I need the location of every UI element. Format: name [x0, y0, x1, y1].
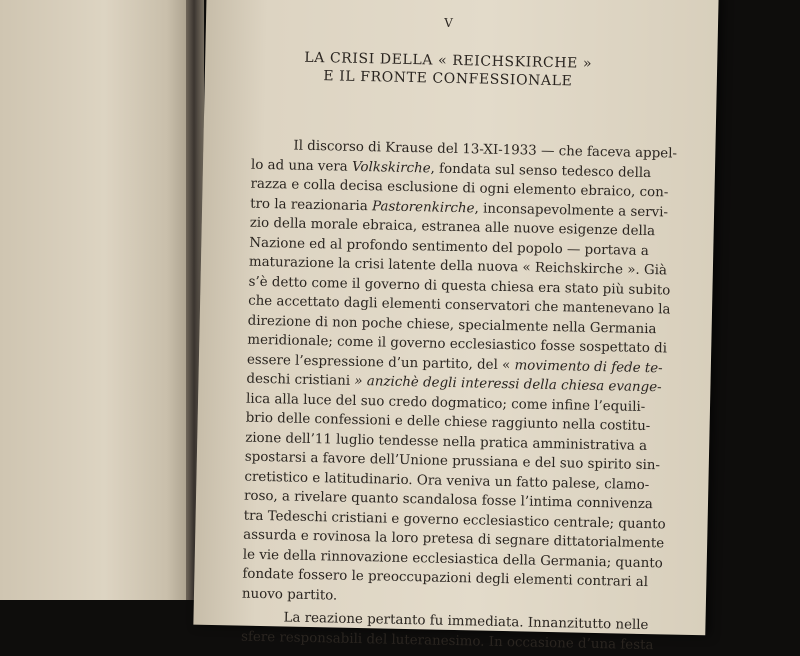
text-segment: zio della morale ebraica, estranea alle nuove esigenze della — [249, 215, 656, 240]
italic-text: » anzichè degli interessi della chiesa evange- — [349, 373, 662, 396]
text-segment: lo ad una vera — [250, 157, 353, 175]
text-segment: direzione di non poche chiese, specialmente nella Germania — [247, 313, 657, 337]
text-segment: La reazione pertanto fu immediata. Innanzitutto nelle — [283, 610, 649, 634]
text-segment: razza e colla decisa esclusione di ogni elemento ebraico, con- — [250, 176, 669, 201]
text-segment: spostarsi a favore dell’Unione prussiana e del suo spirito sin- — [244, 449, 661, 474]
text-segment: zione dell’11 luglio tendesse nella pratica amministrativa a — [245, 430, 648, 454]
text-segment: Il discorso di Krause del 13-XI-1933 — che faceva appel- — [293, 138, 678, 162]
text-segment: , fondata sul senso tedesco della — [430, 160, 652, 181]
text-segment: assurda e rovinosa la loro pretesa di segnare dittatorialmente — [243, 527, 665, 552]
chapter-title-line-2: E IL FRONTE CONFESSIONALE — [323, 68, 573, 90]
text-segment: meridionale; come il governo ecclesiastico fosse sospettato di — [247, 332, 668, 357]
italic-text: Pastorenkirche — [371, 198, 475, 216]
text-segment: s’è detto come il governo di questa chiesa era stato più subito — [248, 274, 671, 298]
text-segment: maturazione la crisi latente della nuova « Reichskirche ». Già — [248, 254, 668, 279]
text-segment: Nazione ed al profondo sentimento del popolo — portava a — [249, 235, 649, 259]
page-content — [240, 12, 678, 655]
text-segment: sfere responsabili del luteranesimo. In occasione d’una festa — [240, 629, 654, 653]
text-segment: fondate fossero le preoccupazioni degli elementi contrari al — [242, 566, 649, 591]
left-page-blank — [0, 0, 190, 600]
text-segment: , inconsapevolmente a servi- — [474, 200, 669, 220]
italic-text: Volkskirche — [351, 159, 431, 176]
text-segment: essere l’espressione d’un partito, del « — [246, 352, 515, 373]
right-page — [193, 0, 718, 653]
text-segment: tro la reazionaria — [250, 196, 373, 214]
text-segment: lica alla luce del suo credo dogmatico; come infine l’equili- — [245, 391, 646, 415]
text-segment: tra Tedeschi cristiani e governo ecclesiastico centrale; quanto — [243, 508, 666, 532]
body-text — [240, 136, 678, 655]
chapter-number: V — [444, 15, 454, 30]
paragraph-1 — [241, 136, 678, 612]
text-segment: cretistico e latitudinario. Ora veniva un fatto palese, clamo- — [244, 469, 650, 493]
italic-text: movimento di fede te- — [514, 357, 663, 376]
text-segment: nuovo partito. — [241, 586, 338, 604]
text-segment: che accettato dagli elementi conservatori che mantenevano la — [247, 293, 671, 318]
paragraph-2 — [240, 608, 654, 655]
text-segment: deschi cristiani — [246, 371, 351, 389]
text-segment: le vie della rinnovazione ecclesiastica della Germania; quanto — [242, 547, 663, 571]
chapter-title-line-1: LA CRISI DELLA « REICHSKIRCHE » — [304, 49, 593, 72]
text-segment: roso, a rivelare quanto scandalosa fosse l’intima connivenza — [243, 488, 654, 513]
text-segment: brio delle confessioni e delle chiese raggiunto nella costitu- — [245, 410, 651, 435]
